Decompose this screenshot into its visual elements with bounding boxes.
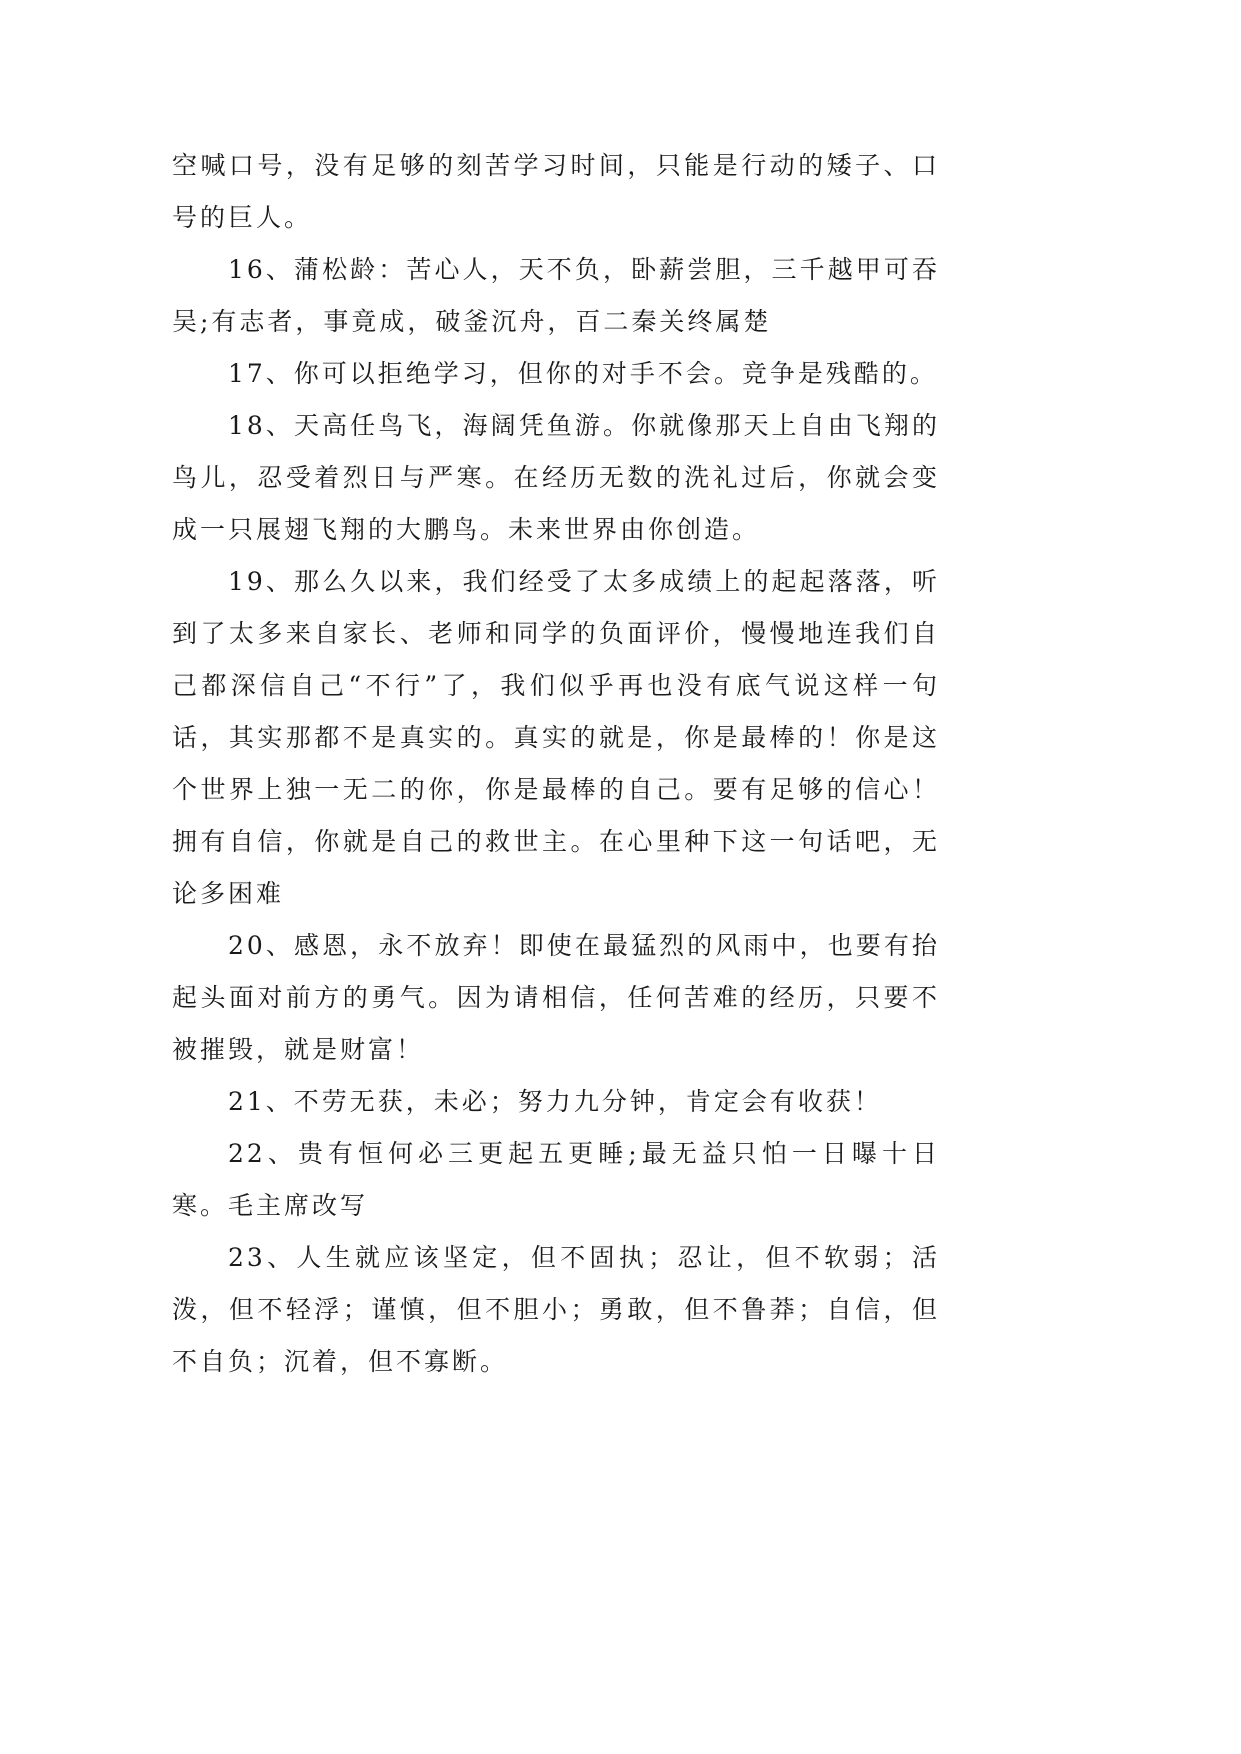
paragraph-quote-22: 22、贵有恒何必三更起五更睡;最无益只怕一日曝十日寒。毛主席改写 [172, 1139, 940, 1220]
paragraph-quote-19: 19、那么久以来，我们经受了太多成绩上的起起落落，听到了太多来自家长、老师和同学的负面评价，慢慢地连我们自己都深信自己“不行”了，我们似乎再也没有底气说这样一句话，其实那都不是真实的。真实的就是，你是最棒的！你是这个世界上独一无二的你，你是最棒的自己。要有足够的信心！拥有自信，你就是自己的救世主。在心里种下这一句话吧，无论多困难 [172, 567, 940, 908]
document-body [172, 140, 940, 1388]
paragraph-quote-20: 20、感恩，永不放弃！即使在最猛烈的风雨中，也要有抬起头面对前方的勇气。因为请相信，任何苦难的经历，只要不被摧毁，就是财富！ [172, 931, 940, 1064]
paragraph-quote-17: 17、你可以拒绝学习，但你的对手不会。竞争是残酷的。 [228, 359, 938, 388]
paragraph-quote-18: 18、天高任鸟飞，海阔凭鱼游。你就像那天上自由飞翔的鸟儿，忍受着烈日与严寒。在经历无数的洗礼过后，你就会变成一只展翅飞翔的大鹏鸟。未来世界由你创造。 [172, 411, 940, 544]
paragraph-quote-21: 21、不劳无获，未必；努力九分钟，肯定会有收获！ [228, 1087, 882, 1116]
paragraph-quote-16: 16、蒲松龄：苦心人，天不负，卧薪尝胆，三千越甲可吞吴;有志者，事竟成，破釜沉舟，百二秦关终属楚 [172, 255, 940, 336]
paragraph-quote-23: 23、人生就应该坚定，但不固执；忍让，但不软弱；活泼，但不轻浮；谨慎，但不胆小；勇敢，但不鲁莽；自信，但不自负；沉着，但不寡断。 [172, 1243, 940, 1376]
paragraph-continuation: 空喊口号，没有足够的刻苦学习时间，只能是行动的矮子、口号的巨人。 [172, 151, 940, 232]
